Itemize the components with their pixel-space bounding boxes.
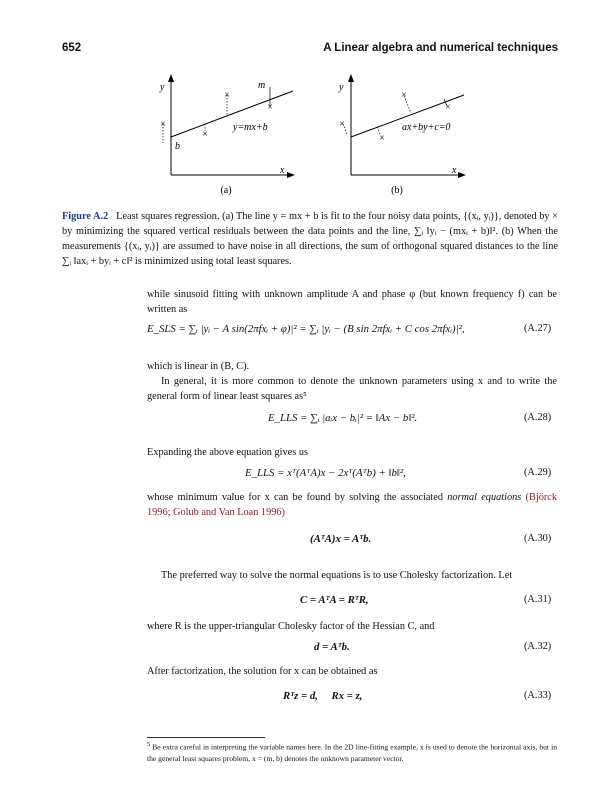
page-number: 652 <box>62 42 82 54</box>
equation-number-a31: (A.31) <box>524 594 552 605</box>
equation-number-a32: (A.32) <box>524 641 552 652</box>
equation-number-a27: (A.27) <box>524 323 552 334</box>
normal-equations-term: normal equations <box>447 492 522 503</box>
paragraph-general-form: In general, it is more common to denote the unknown parameters using x and to write the general form of linear least squares as⁵ <box>147 376 557 402</box>
figure-label: Figure A.2 <box>62 211 109 222</box>
paragraph-expanding: Expanding the above equation gives us <box>147 447 308 458</box>
footnote-rule <box>147 737 265 738</box>
panel-a-y-label: y <box>160 82 165 93</box>
panel-b-data-point-2: × <box>379 133 385 144</box>
panel-a-x-label: x <box>280 165 285 176</box>
citation-golub-van-loan[interactable]: Golub and Van Loan 1996) <box>173 507 285 518</box>
equation-a27: E_SLS = ∑ᵢ |yᵢ − A sin(2πfxᵢ + φ)|² = ∑ᵢ |yᵢ − (B sin 2πfxᵢ + C cos 2πfxᵢ)|², <box>147 323 465 335</box>
panel-b-data-point-4: × <box>445 102 451 113</box>
equation-a29: E_LLS = xᵀ(AᵀA)x − 2xᵀ(Aᵀb) + ‖b‖², <box>245 467 406 479</box>
panel-a-y-arrow <box>168 74 174 82</box>
chapter-title: A Linear algebra and numerical techniques <box>323 42 558 54</box>
equation-number-a28: (A.28) <box>524 412 552 423</box>
equation-number-a29: (A.29) <box>524 467 552 478</box>
citation-separator: ; <box>167 507 174 518</box>
paragraph-linear-in-bc: which is linear in (B, C). <box>147 361 250 372</box>
panel-a-data-point-1: × <box>160 119 166 130</box>
panel-a-line-equation: y=mx+b <box>233 122 268 133</box>
figure-a2 <box>0 0 614 200</box>
panel-b-y-arrow <box>348 74 354 82</box>
paragraph-cholesky: The preferred way to solve the normal equations is to use Cholesky factorization. Let <box>161 570 513 581</box>
panel-b-line-equation: ax+by+c=0 <box>402 122 451 133</box>
panel-b-data-point-1: × <box>339 119 345 130</box>
panel-b-caption-tag: (b) <box>391 185 403 196</box>
panel-a-fit-line <box>171 91 293 137</box>
panel-a-data-point-2: × <box>202 129 208 140</box>
equation-a30: (AᵀA)x = Aᵀb. <box>310 533 372 545</box>
equation-number-a30: (A.30) <box>524 533 552 544</box>
panel-a-slope-label: m <box>258 80 266 91</box>
panel-b-y-label: y <box>339 82 344 93</box>
paragraph-after-factorization: After factorization, the solution for x can be obtained as <box>147 666 378 677</box>
equation-a28: E_LLS = ∑ᵢ |aᵢx − bᵢ|² = ‖Ax − b‖². <box>268 412 418 424</box>
panel-b-data-point-3: × <box>401 90 407 101</box>
footnote-text: Be extra careful in interpreting the variable names here. In the 2D line-fitting example, x is used to denote the horizontal axis, but in the general least squares problem, x = (m, b) denotes the unknown parameter vector. <box>147 742 557 763</box>
figure-panel-a <box>159 74 295 196</box>
paragraph-upper-triangular: where R is the upper-triangular Cholesky factor of the Hessian C, and <box>147 621 435 632</box>
normal-eq-text: whose minimum value for x can be found by solving the associated <box>147 492 448 503</box>
equation-a32: d = Aᵀb. <box>314 641 350 653</box>
figure-caption-text: Least squares regression. (a) The line y = mx + b is fit to the four noisy data points, {(xᵢ, yᵢ)}, denoted by × by minimizing the squared vertical residuals between the data points and the line, ∑ᵢ ‖yᵢ − (mxᵢ + b)‖². (b) When the measurements {(xᵢ, yᵢ)} are assumed to have noise in all directions, the sum of orthogonal squared distances to the line ∑ᵢ ‖axᵢ + byᵢ + c‖² is minimized using total least squares. <box>62 211 558 267</box>
footnote <box>147 739 557 764</box>
panel-a-x-arrow <box>287 172 295 178</box>
panel-a-data-point-4: × <box>267 102 273 113</box>
paragraph-normal-equations <box>147 490 557 520</box>
panel-a-caption-tag: (a) <box>220 185 232 196</box>
panel-a-data-point-3: × <box>224 90 230 101</box>
equation-a33: Rᵀz = d, Rx = z, <box>283 690 363 702</box>
footnote-mark: 5 <box>147 741 151 748</box>
panel-a-intercept-label: b <box>175 141 180 152</box>
panel-b-x-arrow <box>458 172 466 178</box>
figure-caption <box>62 209 558 269</box>
figure-panel-b <box>338 74 466 196</box>
equation-a31: C = AᵀA = RᵀR, <box>300 594 369 606</box>
panel-b-x-label: x <box>452 165 457 176</box>
equation-number-a33: (A.33) <box>524 690 552 701</box>
paragraph-sinusoid: while sinusoid fitting with unknown amplitude A and phase φ (but known frequency f) can be written as <box>147 289 557 315</box>
citation-bjorck[interactable]: (Björck 1996 <box>147 492 557 518</box>
